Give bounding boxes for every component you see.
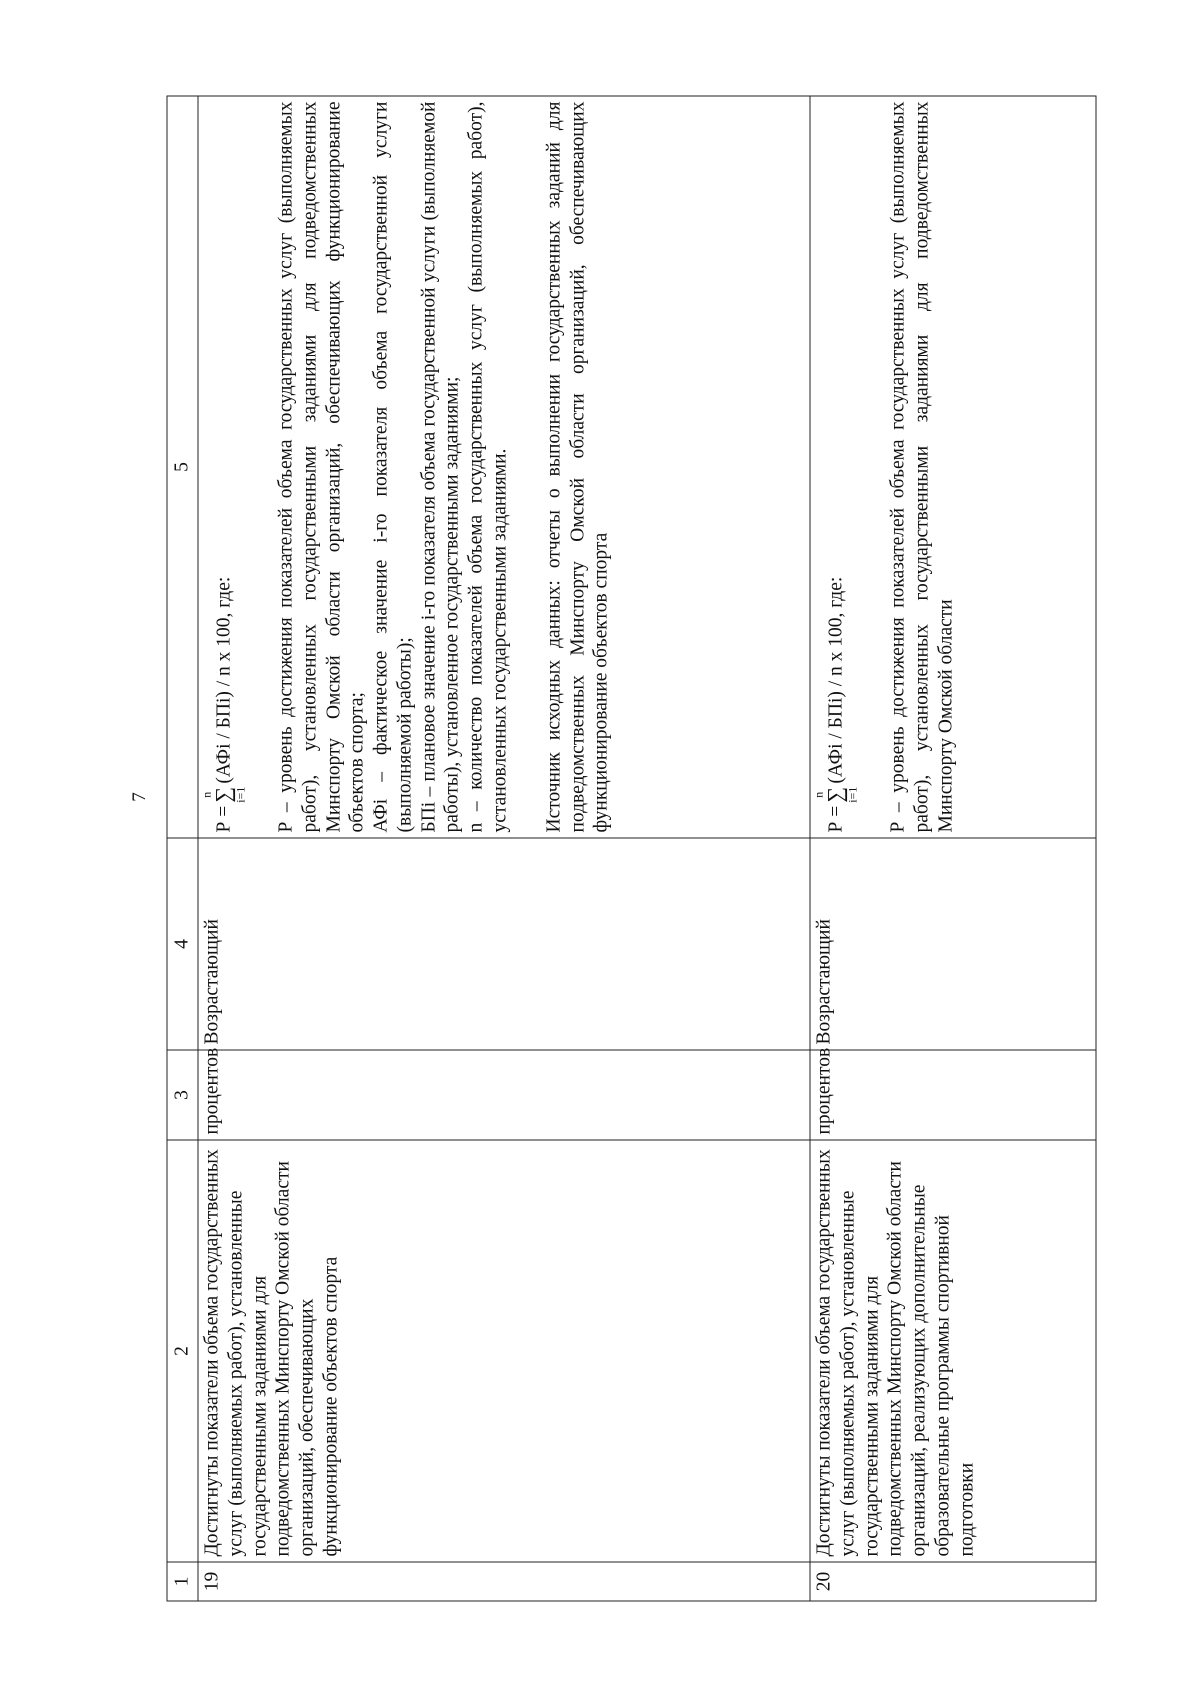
sum-symbol [812,787,858,803]
row-number: 20 [810,1562,1096,1601]
rotated-table-container [166,97,1096,1602]
calculation-method-cell [198,96,810,838]
column-header: 4 [167,838,198,1050]
sigma-glyph: ∑ [210,786,235,803]
formula-rest: (АФi / БПi) / n х 100, где: [213,576,234,784]
definition-bp: БПi – плановое значение i-го показателя объема государственной услуги (выполняемой работы), установленное государственными заданиями; [417,101,463,833]
trend-cell: Возрастающий [198,838,810,1050]
sigma-glyph: ∑ [822,786,847,803]
indicators-table [166,96,1096,1602]
sum-lower-limit: i=1 [233,786,247,803]
unit-cell: процентов [198,1050,810,1140]
row-number: 19 [198,1562,810,1601]
formula [812,102,858,833]
formula [200,102,246,833]
sum-lower-limit: i=1 [845,786,859,803]
column-header: 2 [167,1140,198,1562]
calculation-method-cell [810,96,1096,838]
indicator-name: Достигнуты показатели объема государственных услуг (выполняемых работ), установленные государственными заданиями для подведомственных Минспорту Омской области организаций, реализующих дополнительные образовательные программы спортивной подготовки [810,1140,1096,1562]
formula-lhs: Р = [213,805,234,833]
definition-p: Р – уровень достижения показателей объема государственных услуг (выполняемых работ), установленных государственными заданиями для подведомственных Минспорту Омской области [887,101,956,833]
data-source: Источник исходных данных: отчеты о выполнении государственных заданий для подведомственных Минспорту Омской области организаций, обеспечивающих функционирование объектов спорта [542,101,612,833]
sum-upper-limit: n [199,791,213,798]
trend-cell: Возрастающий [810,838,1096,1050]
column-header: 1 [167,1562,198,1601]
table-row [198,96,810,1601]
definition-p: Р – уровень достижения показателей объема государственных услуг (выполняемых работ), установленных государственными заданиями для подведомственных Минспорту Омской области организаций, обеспечивающих функционирование объектов спорта; [275,101,368,833]
sum-upper-limit: n [811,791,825,798]
formula-rest: (АФi / БПi) / n х 100, где: [825,576,846,784]
definition-n: n – количество показателей объема государственных услуг (выполняемых работ), установленных государственными заданиями. [465,101,511,833]
unit-cell: процентов [810,1050,1096,1140]
column-header: 5 [167,96,198,838]
table-row [810,96,1096,1601]
indicator-name: Достигнуты показатели объема государственных услуг (выполняемых работ), установленные государственными заданиями для подведомственных Минспорту Омской области организаций, обеспечивающих функционирование объектов спорта [198,1140,810,1562]
formula-lhs: Р = [825,805,846,833]
sum-symbol [200,787,246,803]
table-header-row [167,96,198,1601]
column-header: 3 [167,1050,198,1140]
definition-af: АФi – фактическое значение i-го показателя объема государственной услуги (выполняемой работы); [370,101,415,833]
page-number: 7 [129,792,150,802]
